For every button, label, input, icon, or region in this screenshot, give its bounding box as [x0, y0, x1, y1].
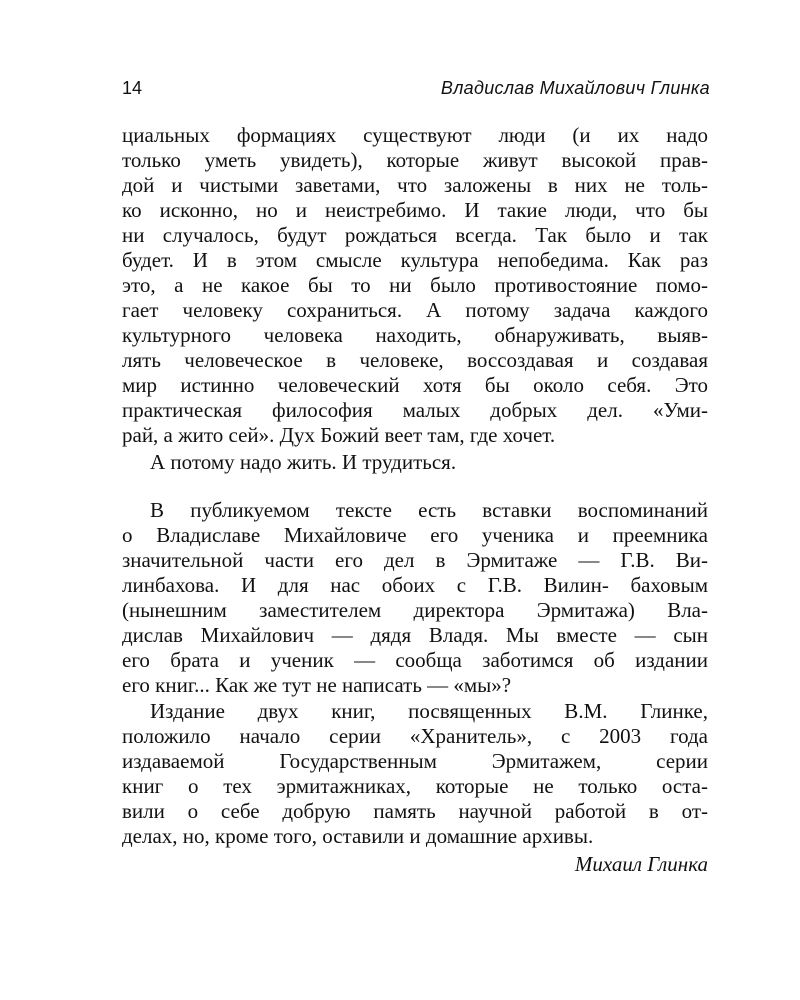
text-line: мир истинно человеческий хотя бы около себя. Это [122, 373, 708, 397]
page-number: 14 [122, 78, 143, 98]
text-line: издаваемой Государственным Эрмитажем, серии [122, 749, 708, 773]
text-line: В публикуемом тексте есть вставки воспоминаний [150, 498, 708, 522]
text-line: циальных формациях существуют люди (и их надо [122, 123, 708, 147]
text-line: гает человеку сохраниться. А потому задача каждого [122, 298, 708, 322]
text-line: Издание двух книг, посвященных В.М. Глинке, [150, 699, 708, 723]
text-line: (нынешним заместителем директора Эрмитажа) Вла- [122, 598, 708, 622]
text-line: только уметь увидеть), которые живут высокой прав- [122, 148, 708, 172]
text-line: дой и чистыми заветами, что заложены в них не толь- [122, 173, 708, 197]
text-line: А потому надо жить. И трудиться. [150, 450, 457, 474]
text-line: линбахова. И для нас обоих с Г.В. Вилин- баховым [122, 573, 708, 597]
running-head [122, 75, 710, 101]
text-line: ко исконно, но и неистребимо. И такие люди, что бы [122, 198, 708, 222]
text-line: книг о тех эрмитажниках, которые не только оста- [122, 774, 708, 798]
text-line: дислав Михайлович — дядя Владя. Мы вместе — сын [122, 623, 708, 647]
text-line: культурного человека находить, обнаруживать, выяв- [122, 323, 708, 347]
text-line: рай, а жито сей». Дух Божий веет там, где хочет. [122, 423, 556, 447]
text-line: о Владиславе Михайловиче его ученика и преемника [122, 523, 708, 547]
text-line: будет. И в этом смысле культура непобедима. Как раз [122, 248, 708, 272]
text-line: лять человеческое в человеке, воссоздавая и создавая [122, 348, 708, 372]
text-line: делах, но, кроме того, оставили и домашние архивы. [122, 824, 594, 848]
text-line: значительной части его дел в Эрмитаже — Г.В. Ви- [122, 548, 708, 572]
text-line: положило начало серии «Хранитель», с 2003 года [122, 724, 708, 748]
text-line: его брата и ученик — сообща заботимся об издании [122, 648, 708, 672]
text-line: практическая философия малых добрых дел. «Уми- [122, 398, 708, 422]
text-line: это, а не какое бы то ни было противостояние помо- [122, 273, 708, 297]
text-line: ни случалось, будут рождаться всегда. Так было и так [122, 223, 708, 247]
text-line: его книг... Как же тут не написать — «мы»? [122, 673, 512, 697]
text-line: вили о себе добрую память научной работой в от- [122, 799, 708, 823]
author-signature: Михаил Глинка [574, 852, 708, 876]
running-title: Владислав Михайлович Глинка [440, 78, 710, 98]
